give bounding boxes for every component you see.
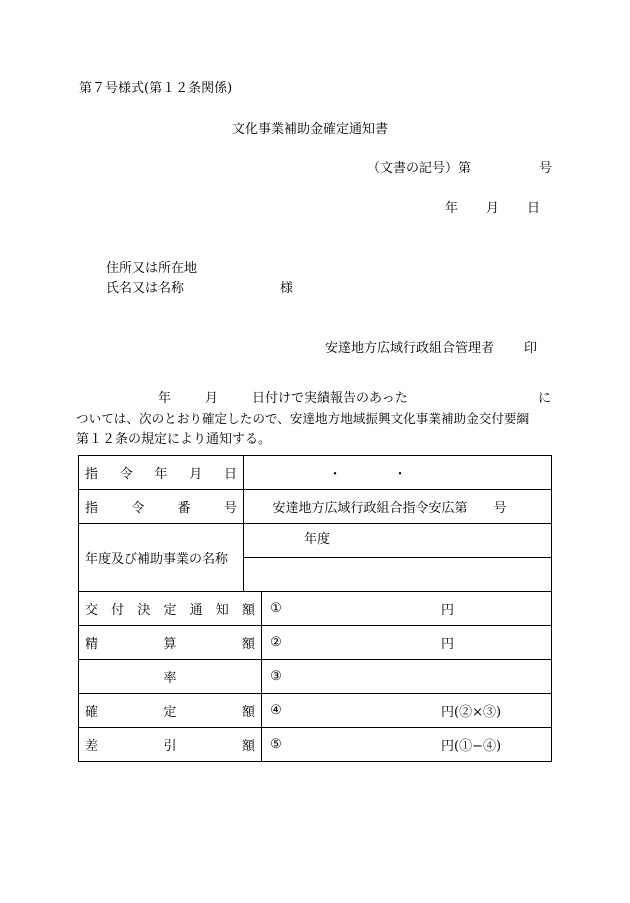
date-month: 月 [486,201,500,216]
recipient-honorific: 様 [280,281,294,296]
row-label-text [85,633,255,652]
label-char: 定 [163,705,177,720]
recipient-address-label: 住所又は所在地 [106,261,198,276]
row-label: 率 [79,660,262,694]
label-char: 算 [163,637,177,652]
item-number: ① [270,601,282,616]
label-char: 号 [223,501,237,516]
row-label-text [85,497,237,516]
row-value [262,728,552,762]
row-label [79,490,244,524]
label-char: 精 [85,637,99,652]
fiscal-year-label: 年度 [304,532,331,547]
doc-ref-label: （文書の記号）第 [367,161,472,176]
label-char: 引 [163,739,177,754]
label-char: 通 [189,603,203,618]
row-label: 年度及び補助事業の名称 [79,524,244,592]
table-row-confirmed-amount [79,694,552,728]
table-row-order-number [79,490,552,524]
row-label [79,626,262,660]
body-month: 月 [205,391,219,406]
table-row-rate [79,660,552,694]
row-label [79,592,262,626]
row-value [262,694,552,728]
label-char: 知 [215,603,229,618]
label-char: 日 [223,467,237,482]
sender [325,342,537,355]
item-number: ③ [270,669,282,684]
row-value: 安達地方広域行政組合指令安広第 号 [244,490,552,524]
label-char: 番 [177,501,191,516]
document-reference [367,162,552,175]
row-label [79,728,262,762]
amount-unit: 円 [441,637,455,652]
notice-table [78,455,552,762]
label-char: 年 [154,467,168,482]
row-label-text [85,463,237,482]
table-row-grant-amount [79,592,552,626]
row-label-text [85,599,255,618]
label-char: 交 [85,603,99,618]
label-char: 額 [241,603,255,618]
table-row-difference-amount [79,728,552,762]
amount-unit: 円(①−④) [441,739,502,754]
label-char: 定 [163,603,177,618]
label-char: 指 [85,467,99,482]
recipient-name-label: 氏名又は名称 [106,281,185,296]
label-char: 差 [85,739,99,754]
row-value [262,660,552,694]
row-label-text [85,735,255,754]
label-char: 額 [241,705,255,720]
label-char: 決 [137,603,151,618]
body-line-3: 第１２条の規定により通知する。 [76,432,272,447]
amount-unit: 円 [441,603,455,618]
body-year: 年 [158,391,172,406]
row-value [262,626,552,660]
table-row-project-name-top [79,524,552,558]
row-value-project-name [244,558,552,592]
body-line-2: ついては、次のとおり確定したので、安達地方地域振興文化事業補助金交付要綱 [76,411,530,426]
table-row-order-date [79,456,552,490]
row-value: ・ ・ [244,456,552,490]
label-char: 額 [241,637,255,652]
label-char: 額 [241,739,255,754]
form-number: 第７号様式(第１２条関係) [79,81,233,96]
issue-date [445,202,540,215]
row-value [262,592,552,626]
body-line1-end: に [538,391,552,406]
doc-ref-suffix: 号 [539,161,553,176]
amount-unit: 円(②×③) [441,705,502,720]
row-label [79,456,244,490]
sender-name: 安達地方広域行政組合管理者 [325,341,495,356]
body-line1-text: 日付けで実績報告のあった [252,391,408,406]
item-number: ⑤ [270,737,282,752]
row-label [79,694,262,728]
label-char: 確 [85,705,99,720]
item-number: ④ [270,703,282,718]
document-title: 文化事業補助金確定通知書 [232,122,389,137]
item-number: ② [270,635,282,650]
row-label-text [85,701,255,720]
label-char: 付 [111,603,125,618]
label-char: 月 [189,467,203,482]
label-char: 令 [131,501,145,516]
table-row-settlement-amount [79,626,552,660]
label-char: 令 [119,467,133,482]
date-day: 日 [527,201,541,216]
seal-mark: 印 [524,341,538,356]
row-value-year [244,524,552,558]
label-char: 指 [85,501,99,516]
date-year: 年 [445,201,459,216]
